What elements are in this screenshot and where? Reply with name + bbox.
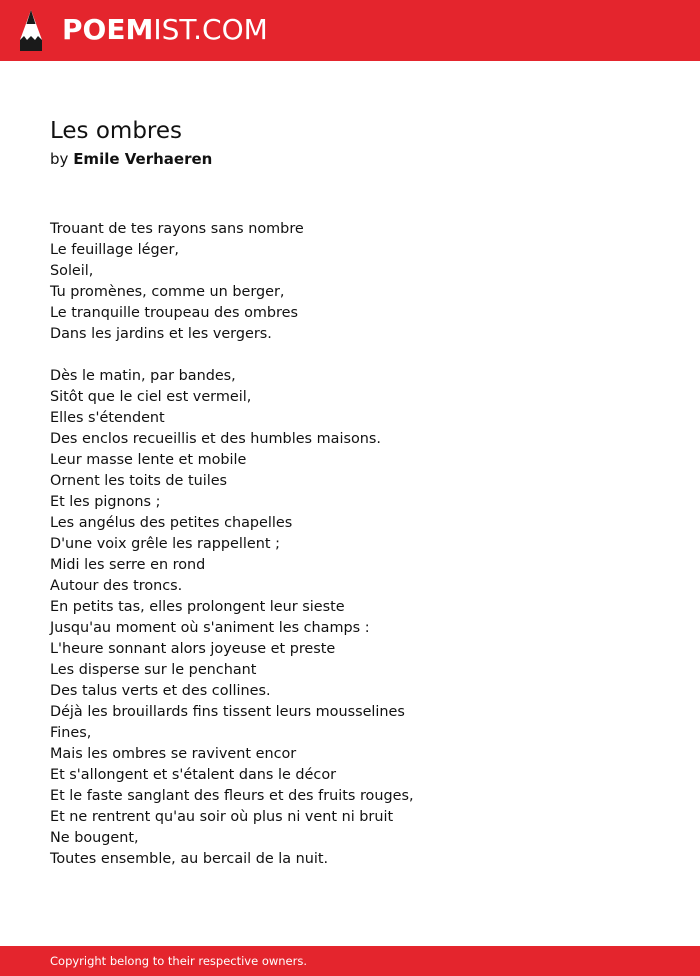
poem-line: Fines, [50,725,92,741]
poem-line: Et ne rentrent qu'au soir où plus ni vent ni bruit [50,809,394,825]
poem-line: Et les pignons ; [50,494,161,510]
poem-line: Elles s'étendent [50,410,165,426]
poem-line: Sitôt que le ciel est vermeil, [50,389,252,405]
poem-line: En petits tas, elles prolongent leur sieste [50,599,345,615]
poem-line: Jusqu'au moment où s'animent les champs : [50,620,370,636]
poem-line: D'une voix grêle les rappellent ; [50,536,280,552]
poem-line: Ornent les toits de tuiles [50,473,228,489]
poem-line: Et s'allongent et s'étalent dans le décor [50,767,337,783]
stanza-gap [50,345,670,366]
poem-line: Toutes ensemble, au bercail de la nuit. [50,851,329,867]
poem-line: Les disperse sur le penchant [50,662,257,678]
poem-body [50,219,670,870]
poem-line: Mais les ombres se ravivent encor [50,746,297,762]
poem-line: Dans les jardins et les vergers. [50,326,272,342]
site-header [0,0,700,61]
copyright-text: Copyright belong to their respective owners. [50,954,308,968]
pencil-icon[interactable] [18,10,44,51]
poem-line: Le feuillage léger, [50,242,179,258]
poem-line: Et le faste sanglant des fleurs et des fruits rouges, [50,788,414,804]
site-logo-link[interactable] [62,12,268,48]
poem-line: Autour des troncs. [50,578,183,594]
poem-line: Soleil, [50,263,94,279]
poem-line: Des talus verts et des collines. [50,683,271,699]
author-name: Emile Verhaeren [73,150,213,168]
poem-line: L'heure sonnant alors joyeuse et preste [50,641,336,657]
poem-line: Trouant de tes rayons sans nombre [50,221,304,237]
poem-line: Tu promènes, comme un berger, [50,284,285,300]
poem-title: Les ombres [50,118,183,144]
poem-line: Ne bougent, [50,830,139,846]
poem-line: Le tranquille troupeau des ombres [50,305,299,321]
poem-line: Dès le matin, par bandes, [50,368,236,384]
poem-line: Des enclos recueillis et des humbles maisons. [50,431,381,447]
byline [50,148,212,170]
poem-line: Déjà les brouillards fins tissent leurs mousselines [50,704,405,720]
brand-name-light: IST.COM [153,13,268,46]
poem-line: Midi les serre en rond [50,557,206,573]
poem-line: Les angélus des petites chapelles [50,515,293,531]
poem-line: Leur masse lente et mobile [50,452,247,468]
site-footer [0,946,700,976]
brand-name-bold: POEM [62,13,154,46]
by-label: by [50,150,69,168]
